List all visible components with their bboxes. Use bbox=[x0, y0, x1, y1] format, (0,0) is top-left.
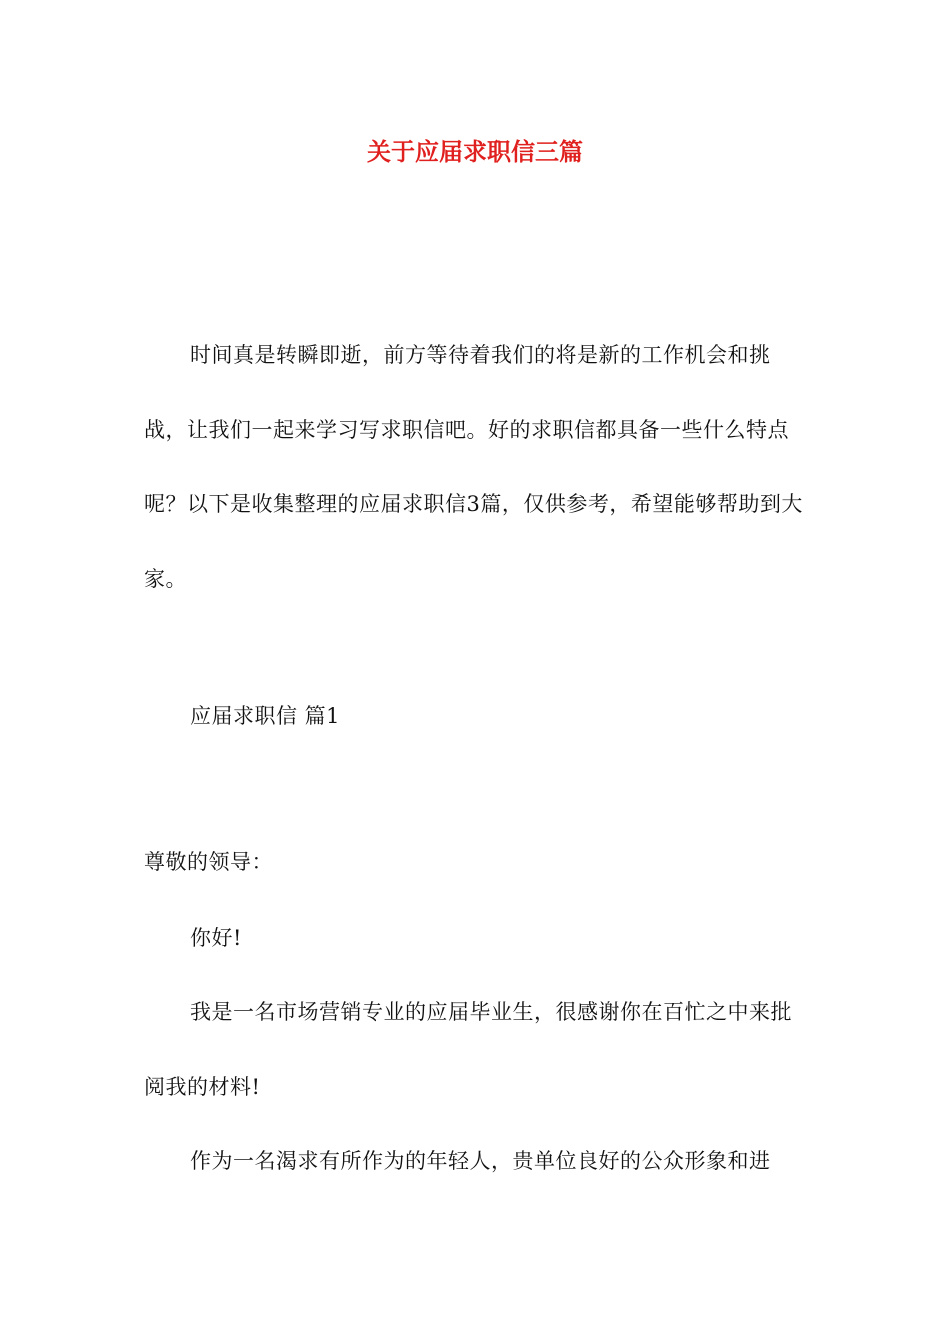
body-paragraph-2: 作为一名渴求有所作为的年轻人，贵单位良好的公众形象和进 bbox=[190, 1149, 771, 1173]
greeting: 你好! bbox=[190, 926, 242, 950]
document-title: 关于应届求职信三篇 bbox=[367, 138, 583, 166]
section-heading: 应届求职信 篇1 bbox=[190, 704, 341, 728]
intro-paragraph: 时间真是转瞬即逝，前方等待着我们的将是新的工作机会和挑战，让我们一起来学习写求职信吧。好的求职信都具备一些什么特点呢？以下是收集整理的应届求职信3篇，仅供参考，希望能够帮助到大家。 bbox=[144, 343, 803, 591]
salutation: 尊敬的领导： bbox=[144, 850, 273, 874]
body-paragraph-1: 我是一名市场营销专业的应届毕业生，很感谢你在百忙之中来批阅我的材料! bbox=[144, 1000, 792, 1099]
